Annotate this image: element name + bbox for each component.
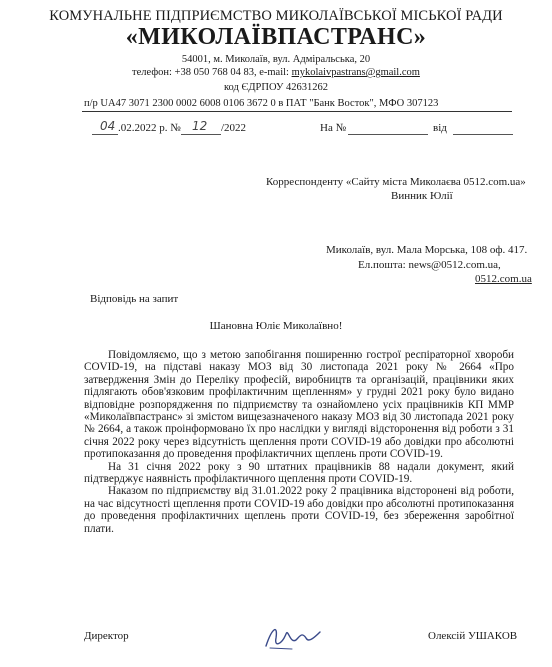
recipient-line1: Корреспонденту «Сайту міста Миколаєва 0512.com.ua» <box>266 176 526 188</box>
paragraph: Повідомляємо, що з метою запобігання поширенню гострої респіраторної хвороби COVID-19, на підставі наказу МОЗ від 30 листопада 2021 року № 2664 «Про затвердження Змін до Переліку професій, виробництв та організацій, працівники яких підлягають обов'язковим профілактичним щепленням» у грудні 2021 року було видано відповідне розпорядження по підприємству та ознайомлено усіх працівників КП ММР «Миколаївпастранс» зі змістом вищезазначеного наказу МОЗ від 30 листопада 2021 року № 2664, а також проінформовано їх про наслідки у вигляді відсторонення від роботи з 31 січня 2022 року через відсутність щеплення проти COVID-19 або довідки про абсолютні протипоказання до проведення профілактичних щеплень проти COVID-19. <box>84 349 514 461</box>
org-name: «МИКОЛАЇВПАСТРАНС» <box>125 24 427 50</box>
org-contacts <box>0 67 552 78</box>
ref-underline <box>348 134 428 135</box>
outgoing-number: 12 <box>192 119 208 133</box>
ref-label: На № <box>320 122 347 134</box>
subject-line: Відповідь на запит <box>90 293 179 305</box>
recipient-line2: Винник Юлії <box>391 190 453 202</box>
recipient-address: Миколаїв, вул. Мала Морська, 108 оф. 417. <box>326 244 528 256</box>
email-link[interactable]: mykolaivpastrans@gmail.com <box>291 67 420 78</box>
signer-name: Олексій УШАКОВ <box>428 630 518 642</box>
letter-body <box>84 349 514 535</box>
paragraph: Наказом по підприємству від 31.01.2022 року 2 працівника відсторонені від роботи, на час відсутності щеплення проти COVID-19 або довідки про абсолютні протипоказання до проведення профілактичних щеплень проти COVID-19, без збереження заробітної плати. <box>84 485 514 535</box>
recipient-email: Ел.пошта: news@0512.com.ua, <box>358 259 501 271</box>
phone-text: телефон: +38 050 768 04 83, e-mail: <box>132 67 292 78</box>
paragraph: На 31 січня 2022 року з 90 штатних працівників 88 надали документ, який підтверджує наявність профілактичного щеплення проти COVID-19. <box>84 460 514 486</box>
number-underline <box>181 134 221 135</box>
org-line: КОМУНАЛЬНЕ ПІДПРИЄМСТВО МИКОЛАЇВСЬКОЇ МІСЬКОЇ РАДИ <box>49 8 503 24</box>
header-divider <box>82 111 512 112</box>
outgoing-year: /2022 <box>221 122 247 134</box>
outgoing-day: 04 <box>100 119 116 133</box>
salutation: Шановна Юліє Миколаївно! <box>209 320 343 332</box>
handwritten-signature <box>262 618 324 654</box>
edrpou-code: код ЄДРПОУ 42631262 <box>223 82 329 93</box>
outgoing-date: .02.2022 р. № <box>118 122 181 134</box>
bank-details: п/р UA47 3071 2300 0002 6008 0106 3672 0 в ПАТ "Банк Восток", МФО 307123 <box>84 98 439 109</box>
from-underline <box>453 134 513 135</box>
day-underline <box>92 134 118 135</box>
recipient-site[interactable]: 0512.com.ua <box>475 273 532 285</box>
from-label: від <box>433 122 447 134</box>
org-address: 54001, м. Миколаїв, вул. Адміральська, 20 <box>181 54 371 65</box>
signer-title: Директор <box>84 630 129 642</box>
